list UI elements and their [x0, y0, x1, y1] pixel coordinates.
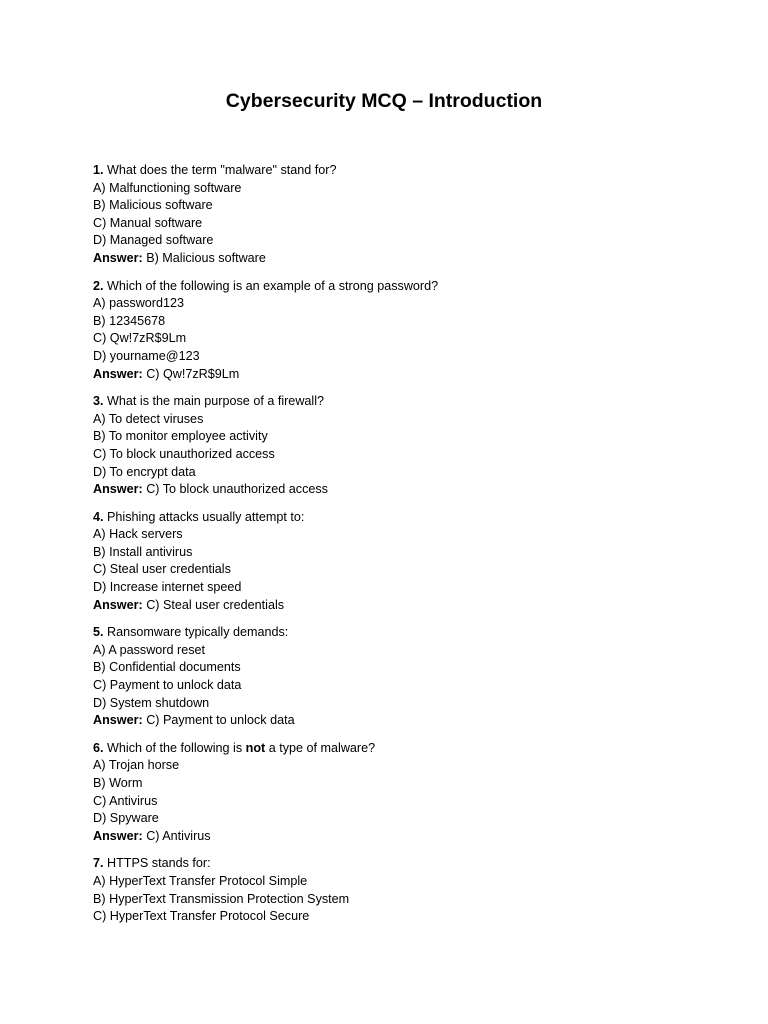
question-number: 3. — [93, 394, 104, 409]
option-a: A) Trojan horse — [93, 758, 180, 773]
answer-line — [93, 366, 713, 384]
option-a: A) HyperText Transfer Protocol Simple — [93, 873, 308, 888]
question-prompt: Ransomware typically demands: — [107, 625, 289, 640]
option-c: C) HyperText Transfer Protocol Secure — [93, 909, 310, 924]
question-text — [93, 278, 713, 296]
question-number: 4. — [93, 509, 104, 524]
question-number: 6. — [93, 740, 104, 755]
question-number: 7. — [93, 856, 104, 871]
answer-value: C) To block unauthorized access — [146, 482, 328, 497]
option-a: A) To detect viruses — [93, 411, 204, 426]
answer-value: C) Payment to unlock data — [146, 713, 295, 728]
option-d: D) Managed software — [93, 233, 214, 248]
question-7 — [93, 855, 713, 925]
answer-label: Answer: — [93, 713, 143, 728]
option-b: B) Confidential documents — [93, 660, 241, 675]
option-d: D) yourname@123 — [93, 348, 200, 363]
option-c: C) Steal user credentials — [93, 562, 231, 577]
question-prompt-start: Which of the following is — [107, 740, 243, 755]
option-d: D) System shutdown — [93, 695, 210, 710]
question-text — [93, 393, 713, 411]
answer-label: Answer: — [93, 597, 143, 612]
answer-value: C) Antivirus — [146, 828, 211, 843]
option-a: A) Hack servers — [93, 527, 183, 542]
option-b: B) Malicious software — [93, 198, 213, 213]
question-text — [93, 624, 713, 642]
answer-value: C) Steal user credentials — [146, 597, 285, 612]
question-prompt: HTTPS stands for: — [107, 856, 211, 871]
answer-line — [93, 828, 713, 846]
question-prompt: Phishing attacks usually attempt to: — [107, 509, 305, 524]
question-number: 2. — [93, 278, 104, 293]
option-b: B) To monitor employee activity — [93, 429, 268, 444]
question-text — [93, 740, 713, 758]
answer-line — [93, 597, 713, 615]
option-c: C) Qw!7zR$9Lm — [93, 331, 187, 346]
option-c: C) Payment to unlock data — [93, 678, 242, 693]
answer-line — [93, 481, 713, 499]
option-b: B) Install antivirus — [93, 544, 193, 559]
option-a: A) Malfunctioning software — [93, 180, 242, 195]
option-b: B) Worm — [93, 776, 143, 790]
question-prompt: What does the term "malware" stand for? — [107, 163, 337, 177]
option-d: D) Increase internet speed — [93, 580, 242, 595]
question-prompt-end: a type of malware? — [268, 740, 376, 755]
question-1 — [93, 162, 713, 268]
question-number: 5. — [93, 625, 104, 640]
question-prompt: Which of the following is an example of a strong password? — [107, 278, 439, 293]
option-b: B) 12345678 — [93, 313, 166, 328]
answer-label: Answer: — [93, 250, 143, 265]
answer-line — [93, 250, 713, 268]
question-text — [93, 855, 713, 873]
option-c: C) Manual software — [93, 215, 203, 230]
answer-label: Answer: — [93, 366, 143, 381]
answer-line — [93, 712, 713, 730]
question-5 — [93, 624, 713, 730]
question-prompt: What is the main purpose of a firewall? — [107, 394, 325, 409]
answer-label: Answer: — [93, 828, 143, 843]
question-4 — [93, 509, 713, 615]
question-6 — [93, 740, 713, 846]
answer-value: C) Qw!7zR$9Lm — [146, 366, 240, 381]
question-3 — [93, 393, 713, 499]
option-c: C) Antivirus — [93, 793, 158, 808]
question-number: 1. — [93, 163, 104, 177]
question-text — [93, 162, 713, 180]
answer-value: B) Malicious software — [146, 250, 266, 265]
option-b: B) HyperText Transmission Protection System — [93, 891, 350, 906]
question-2 — [93, 278, 713, 384]
question-emphasis: not — [245, 740, 266, 755]
document-title: Cybersecurity MCQ – Introduction — [225, 90, 543, 112]
question-text — [93, 509, 713, 527]
question-list — [93, 162, 713, 936]
option-a: A) A password reset — [93, 642, 205, 657]
option-d: D) Spyware — [93, 811, 159, 826]
option-c: C) To block unauthorized access — [93, 446, 275, 461]
answer-label: Answer: — [93, 482, 143, 497]
option-a: A) password123 — [93, 296, 185, 311]
option-d: D) To encrypt data — [93, 464, 196, 479]
